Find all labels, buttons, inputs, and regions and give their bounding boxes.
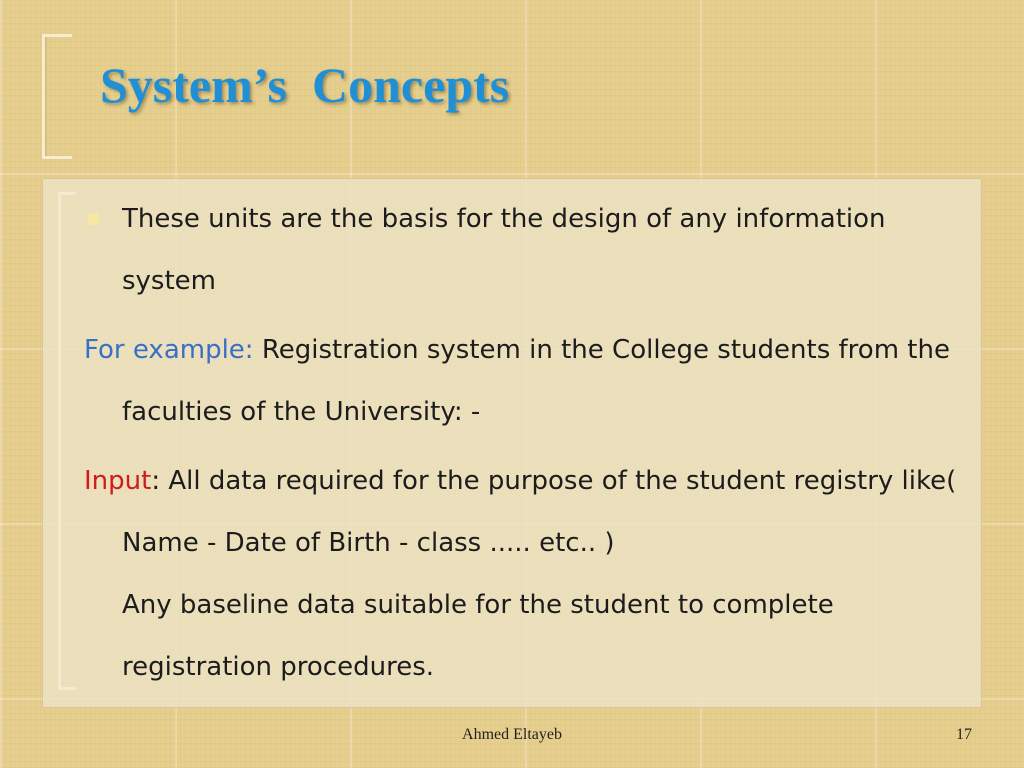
title-bracket-decoration (42, 34, 72, 159)
slide-title: System’s Concepts (100, 57, 510, 113)
content-bracket-decoration (58, 192, 76, 690)
input-label: Input (84, 466, 152, 496)
square-bullet-icon (88, 214, 99, 225)
input-text: : All data required for the purpose of the student registry like( Name - Date of Birth - class ..... etc.. ) (122, 466, 957, 558)
slide-body (84, 188, 974, 705)
example-text: Registration system in the College students from the faculties of the University: - (122, 335, 950, 427)
bullet-item (84, 188, 974, 312)
example-label: For example: (84, 335, 254, 365)
page-number: 17 (956, 726, 972, 743)
input-continuation-text: Any baseline data suitable for the student to complete registration procedures. (122, 590, 834, 682)
bullet-text: These units are the basis for the design of any information system (122, 204, 886, 296)
footer-author: Ahmed Eltayeb (462, 726, 562, 743)
example-paragraph (84, 319, 974, 443)
input-paragraph (84, 450, 974, 574)
input-continuation (84, 574, 974, 698)
